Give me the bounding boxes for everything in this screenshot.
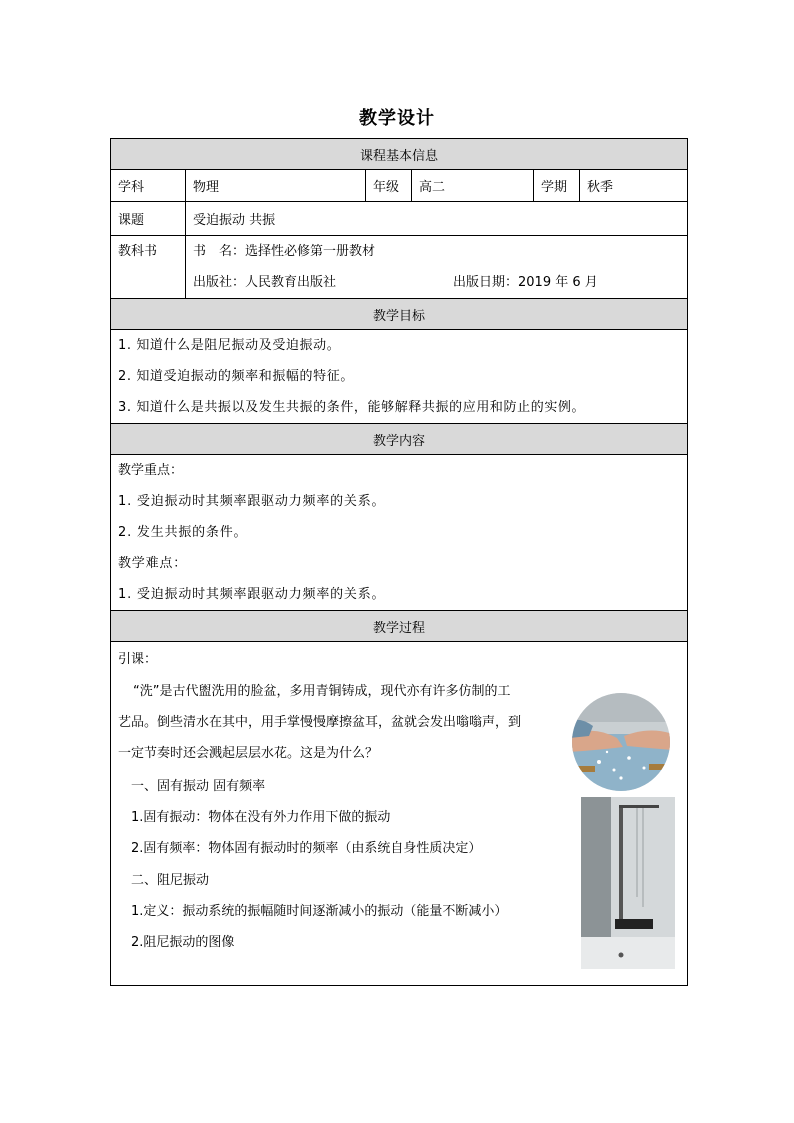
difficult-point-item: 1. 受迫振动时其频率跟驱动力频率的关系。 [118,587,386,602]
key-point-item: 1. 受迫振动时其频率跟驱动力频率的关系。 [118,494,386,509]
subject-value: 物理 [186,170,366,202]
grade-label: 年级 [366,170,412,202]
intro-line-1: “洗”是古代盥洗用的脸盆，多用青铜铸成，现代亦有许多仿制的工 [133,684,511,699]
lesson-plan-table [110,138,688,986]
section-1-item-1: 1.固有振动：物体在没有外力作用下做的振动 [131,810,391,825]
goals-header: 教学目标 [111,299,688,330]
term-label: 学期 [534,170,580,202]
key-point-item: 2. 发生共振的条件。 [118,525,248,540]
process-header: 教学过程 [111,611,688,642]
subject-label: 学科 [111,170,186,202]
topic-value: 受迫振动 共振 [186,202,688,236]
process-cell [111,642,688,986]
grade-value: 高二 [412,170,534,202]
section-2-item-2: 2.阻尼振动的图像 [131,935,235,950]
section-1-item-2: 2.固有频率：物体固有振动时的频率（由系统自身性质决定） [131,841,482,856]
topic-label: 课题 [111,202,186,236]
intro-line-3: 一定节奏时还会溅起层层水花。这是为什么？ [118,746,379,761]
textbook-info [186,236,688,299]
term-value: 秋季 [580,170,688,202]
key-points-label: 教学重点： [118,463,184,478]
page-title: 教学设计 [359,108,435,129]
goal-item: 3. 知道什么是共振以及发生共振的条件，能够解释共振的应用和防止的实例。 [118,400,586,415]
goal-item: 1. 知道什么是阻尼振动及受迫振动。 [118,338,341,353]
goals-cell [111,330,688,424]
content-cell [111,455,688,611]
goal-item: 2. 知道受迫振动的频率和振幅的特征。 [118,369,354,384]
hands-basin-photo [569,692,673,792]
intro-label: 引课： [118,652,158,667]
textbook-label: 教科书 [111,236,186,299]
difficult-points-label: 教学难点： [118,556,188,571]
section-2-title: 二、阻尼振动 [131,873,210,888]
basic-info-header: 课程基本信息 [111,139,688,170]
publisher-line: 出版社：人民教育出版社 [193,275,337,290]
section-1-title: 一、固有振动 固有频率 [131,779,266,794]
content-header: 教学内容 [111,424,688,455]
pendulum-apparatus-photo [581,797,675,969]
book-name-line: 书 名：选择性必修第一册教材 [193,244,376,259]
intro-line-2: 艺品。倒些清水在其中，用手掌慢慢摩擦盆耳，盆就会发出嗡嗡声，到 [118,715,522,730]
section-2-item-1: 1.定义：振动系统的振幅随时间逐渐减小的振动（能量不断减小） [131,904,508,919]
publish-date-line: 出版日期：2019 年 6 月 [453,275,598,290]
publisher-row [193,267,680,298]
